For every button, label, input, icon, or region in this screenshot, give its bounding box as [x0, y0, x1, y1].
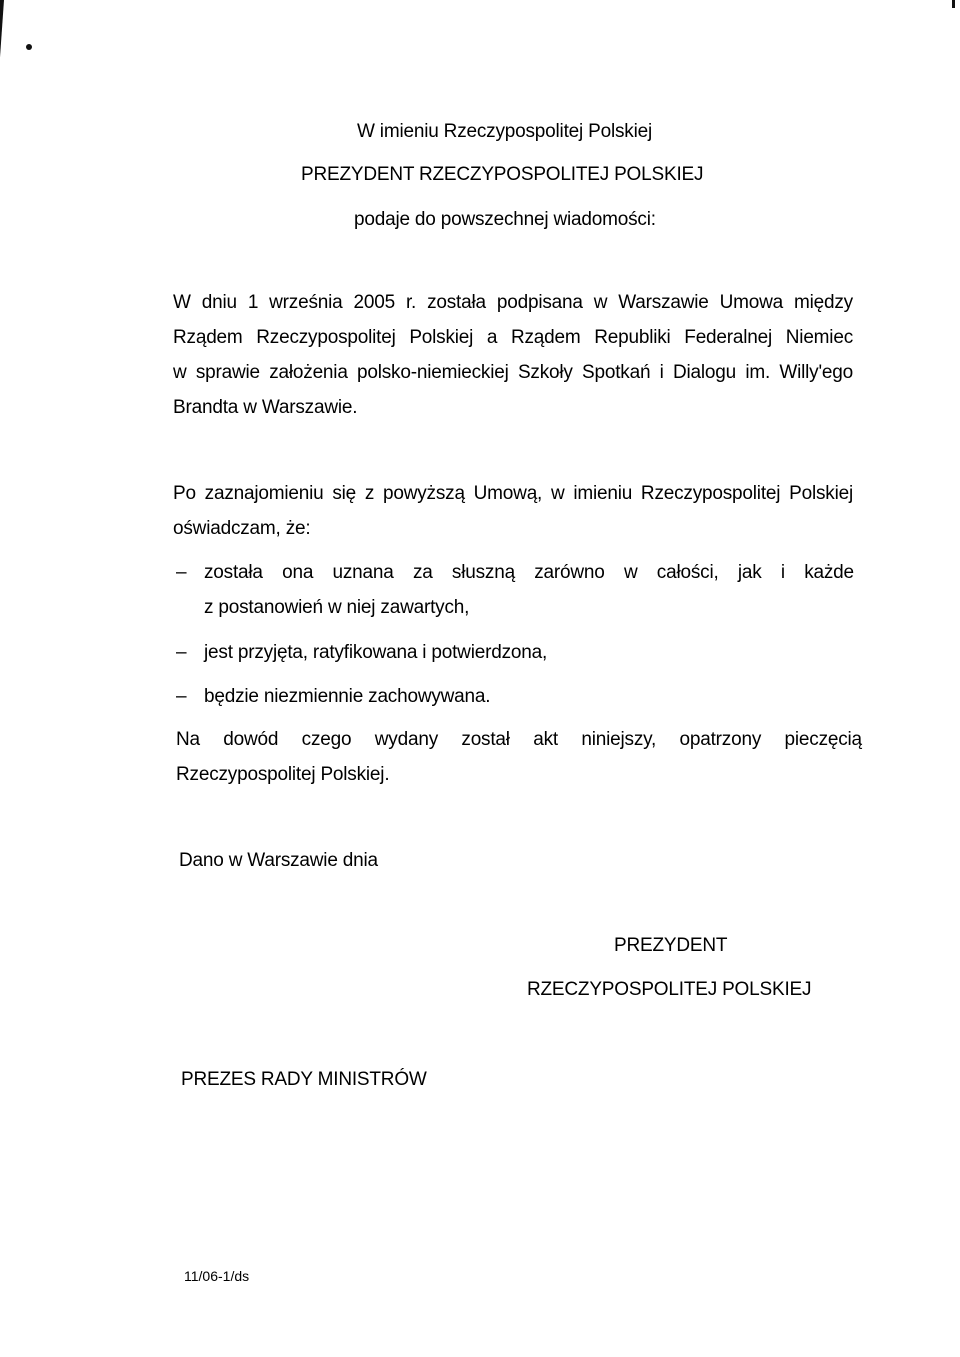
- word: wydany: [374, 729, 438, 750]
- scan-corner-mark: [952, 0, 955, 8]
- word: opatrzony: [679, 729, 762, 750]
- scan-edge-mark: [0, 0, 4, 210]
- word: i: [780, 562, 785, 583]
- word: za: [412, 562, 433, 583]
- paragraph-1-line-2: Rządem Rzeczypospolitej Polskiej a Rządem Republiki Federalnej Niemiec: [173, 327, 853, 348]
- scan-dot: [26, 44, 32, 50]
- closing-line-2: Rzeczypospolitej Polskiej.: [176, 764, 390, 785]
- paragraph-2-line-2: oświadczam, że:: [173, 518, 311, 539]
- president-signature-line-2: RZECZYPOSPOLITEJ POLSKIEJ: [527, 979, 812, 1000]
- word: został: [461, 729, 510, 750]
- word: w: [623, 562, 638, 583]
- word: czego: [301, 729, 352, 750]
- paragraph-1-line-3: w sprawie założenia polsko-niemieckiej Szkoły Spotkań i Dialogu im. Willy'ego: [173, 362, 853, 383]
- list-dash-2: –: [176, 642, 187, 663]
- word: ona: [282, 562, 314, 583]
- list-item-1-line-2: z postanowień w niej zawartych,: [204, 597, 470, 618]
- word: uznana: [332, 562, 394, 583]
- list-item-1-line-1: [204, 561, 854, 585]
- word: zarówno: [534, 562, 605, 583]
- date-line: Dano w Warszawie dnia: [179, 850, 378, 871]
- word: dowód: [223, 729, 279, 750]
- word: jak: [737, 562, 762, 583]
- header-line-2: PREZYDENT RZECZYPOSPOLITEJ POLSKIEJ: [301, 164, 704, 185]
- word: niniejszy,: [581, 729, 657, 750]
- paragraph-1-line-1: W dniu 1 września 2005 r. została podpisana w Warszawie Umowa między: [173, 292, 853, 313]
- paragraph-1-line-4: Brandta w Warszawie.: [173, 397, 358, 418]
- header-line-3: podaje do powszechnej wiadomości:: [354, 209, 656, 230]
- word: każde: [804, 562, 854, 583]
- list-item-3: będzie niezmiennie zachowywana.: [204, 686, 491, 707]
- word: została: [204, 562, 263, 583]
- header-line-1: W imieniu Rzeczypospolitej Polskiej: [357, 121, 652, 142]
- prime-minister-signature: PREZES RADY MINISTRÓW: [181, 1069, 427, 1090]
- word: słuszną: [451, 562, 515, 583]
- reference-number: 11/06-1/ds: [184, 1268, 250, 1284]
- word: pieczęcią: [784, 729, 862, 750]
- list-item-2: jest przyjęta, ratyfikowana i potwierdzona,: [204, 642, 548, 663]
- word: całości,: [656, 562, 719, 583]
- paragraph-2-line-1: Po zaznajomieniu się z powyższą Umową, w imieniu Rzeczypospolitej Polskiej: [173, 483, 853, 504]
- word: Na: [176, 729, 200, 750]
- word: akt: [533, 729, 558, 750]
- closing-line-1: [176, 728, 862, 752]
- list-dash-1: –: [176, 562, 187, 583]
- president-signature-line-1: PREZYDENT: [614, 935, 728, 956]
- list-dash-3: –: [176, 686, 187, 707]
